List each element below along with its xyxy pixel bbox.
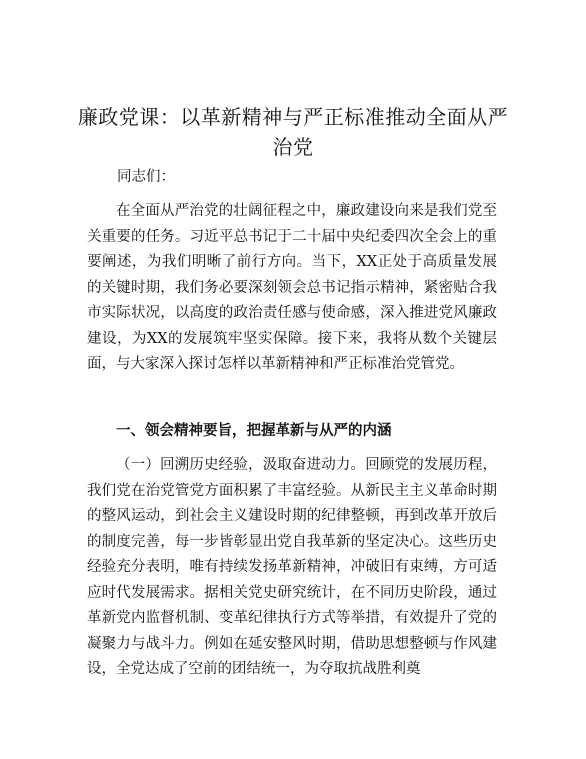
section-paragraph: （一）回溯历史经验，汲取奋进动力。回顾党的发展历程，我们党在治党管党方面积累了丰富经验。从新民主主义革命时期的整风运动，到社会主义建设时期的纪律整顿，再到改革开放后的制度完善，每一步皆彰显出党自我革新的坚定决心。这些历史经验充分表明，唯有持续发扬革新精神，冲破旧有束缚，方可适应时代发展需求。据相关党史研究统计，在不同历史阶段，通过革新党内监督机制、变革纪律执行方式等举措，有效提升了党的凝聚力与战斗力。例如在延安整风时期，借助思想整顿与作风建设，全党达成了空前的团结统一，为夺取抗战胜利奠	[87, 457, 497, 677]
salutation: 同志们：	[117, 169, 175, 185]
document-title: 廉政党课：以革新精神与严正标准推动全面从严治党	[77, 105, 509, 159]
intro-paragraph: 在全面从严治党的壮阔征程之中，廉政建设向来是我们党至关重要的任务。习近平总书记于二十届中央纪委四次全会上的重要阐述，为我们明晰了前行方向。当下，XX正处于高质量发展的关键时期，我们务必要深刻领会总书记指示精神，紧密贴合我市实际状况，以高度的政治责任感与使命感，深入推进党风廉政建设，为XX的发展筑牢坚实保障。接下来，我将从数个关键层面，与大家深入探讨怎样以革新精神和严正标准治党管党。	[87, 203, 497, 372]
section-heading: 一、领会精神要旨，把握革新与从严的内涵	[116, 422, 392, 439]
